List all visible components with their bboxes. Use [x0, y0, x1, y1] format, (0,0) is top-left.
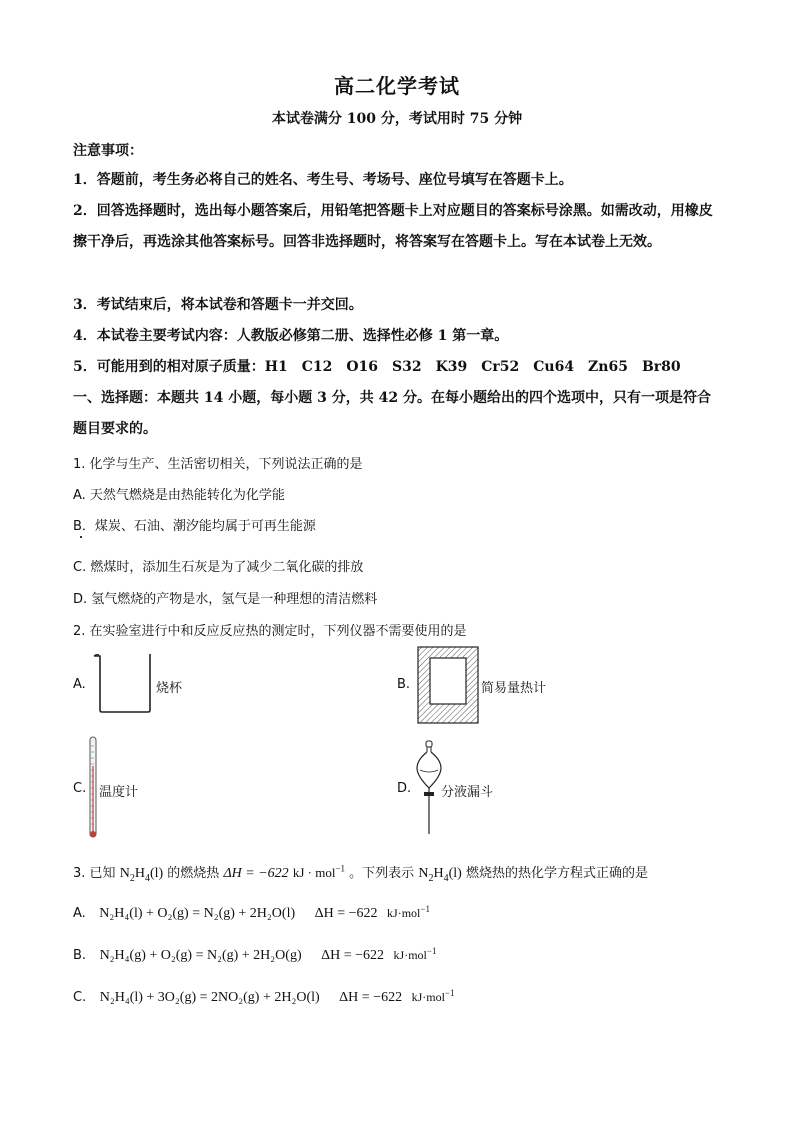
q3-c-equation: N₂H₄(l) + 3O₂(g) = 2NO₂(g) + 2H₂O(l) [99, 990, 320, 1005]
q1-option-c: C. 燃煤时，添加生石灰是为了减少二氧化碳的排放 [73, 560, 364, 575]
q2-c-name: 温度计 [99, 785, 139, 800]
q3-a-equation: N₂H₄(l) + O₂(g) = N₂(g) + 2H₂O(l) [99, 906, 296, 921]
q1-stem: 1. 化学与生产、生活密切相关，下列说法正确的是 [73, 457, 363, 472]
q3-unit: kJ · mol$^{-1}$ [292, 863, 346, 880]
q2-d-letter: D. [397, 781, 412, 796]
q3-option-c: C. N₂H₄(l) + 3O₂(g) = 2NO₂(g) + 2H₂O(l) ΔH = −622 kJ·mol$^{-1}$ [73, 988, 455, 1005]
stray-dot [80, 536, 82, 538]
q3-c-dh: ΔH = −622 [339, 990, 403, 1005]
q3-option-a: A. N₂H₄(l) + O₂(g) = N₂(g) + 2H₂O(l) ΔH = −622 kJ·mol$^{-1}$ [73, 904, 430, 921]
q3-formula-1: $N_2H_4(l)$ [119, 866, 164, 884]
q3-stem-end: 燃烧热的热化学方程式正确的是 [465, 866, 648, 881]
exam-title: 高二化学考试 [334, 74, 460, 98]
q2-a-name: 烧杯 [156, 681, 183, 696]
q2-b-name: 简易量热计 [481, 681, 547, 696]
note-item-2: 2．回答选择题时，选出每小题答案后，用铅笔把答题卡上对应题目的答案标号涂黑。如需改动，用橡皮擦干净后，再选涂其他答案标号。回答非选择题时，将答案写在答题卡上。写在本试卷上无效。 [73, 203, 713, 250]
q3-a-dh: ΔH = −622 [314, 906, 378, 921]
q3-stem-mid: 的燃烧热 [167, 866, 220, 881]
q2-b-letter: B. [397, 677, 411, 692]
section-1-heading: 一、选择题：本题共 14 小题，每小题 3 分，共 42 分。在每小题给出的四个选项中，只有一项是符合题目要求的。 [73, 390, 711, 437]
q3-stem-post: 。下列表示 [349, 866, 415, 881]
q3-b-equation: N₂H₄(g) + O₂(g) = N₂(g) + 2H₂O(g) [99, 948, 302, 963]
q3-stem [73, 862, 648, 884]
calorimeter-icon [417, 646, 479, 724]
q2-c-letter: C. [73, 781, 87, 796]
q3-dh: ΔH = −622 [223, 866, 289, 881]
exam-subtitle: 本试卷满分 100 分，考试用时 75 分钟 [271, 111, 523, 127]
q3-stem-pre: 3. 已知 [73, 866, 116, 881]
q3-b-dh: ΔH = −622 [321, 948, 385, 963]
q1-option-d: D. 氢气燃烧的产物是水，氢气是一种理想的清洁燃料 [73, 592, 378, 607]
q1-option-b: B．煤炭、石油、潮汐能均属于可再生能源 [73, 519, 316, 534]
q1-option-a: A. 天然气燃烧是由热能转化为化学能 [73, 488, 285, 503]
notes-heading: 注意事项： [73, 143, 143, 159]
note-item-5: 5．可能用到的相对原子质量：H1 C12 O16 S32 K39 Cr52 Cu64 Zn65 Br80 [73, 359, 681, 375]
thermometer-icon [87, 736, 99, 840]
beaker-icon [92, 652, 156, 714]
q2-a-letter: A. [73, 677, 86, 692]
note-item-1: 1．答题前，考生务必将自己的姓名、考生号、考场号、座位号填写在答题卡上。 [73, 172, 573, 188]
q2-stem: 2. 在实验室进行中和反应反应热的测定时，下列仪器不需要使用的是 [73, 624, 467, 639]
q3-formula-2: $N_2H_4(l)$ [418, 866, 462, 884]
q2-d-name: 分液漏斗 [441, 785, 494, 800]
note-item-4: 4．本试卷主要考试内容：人教版必修第二册、选择性必修 1 第一章。 [73, 328, 509, 344]
note-item-3: 3．考试结束后，将本试卷和答题卡一并交回。 [73, 297, 363, 313]
q3-option-b: B. N₂H₄(g) + O₂(g) = N₂(g) + 2H₂O(g) ΔH = −622 kJ·mol$^{-1}$ [73, 946, 437, 963]
